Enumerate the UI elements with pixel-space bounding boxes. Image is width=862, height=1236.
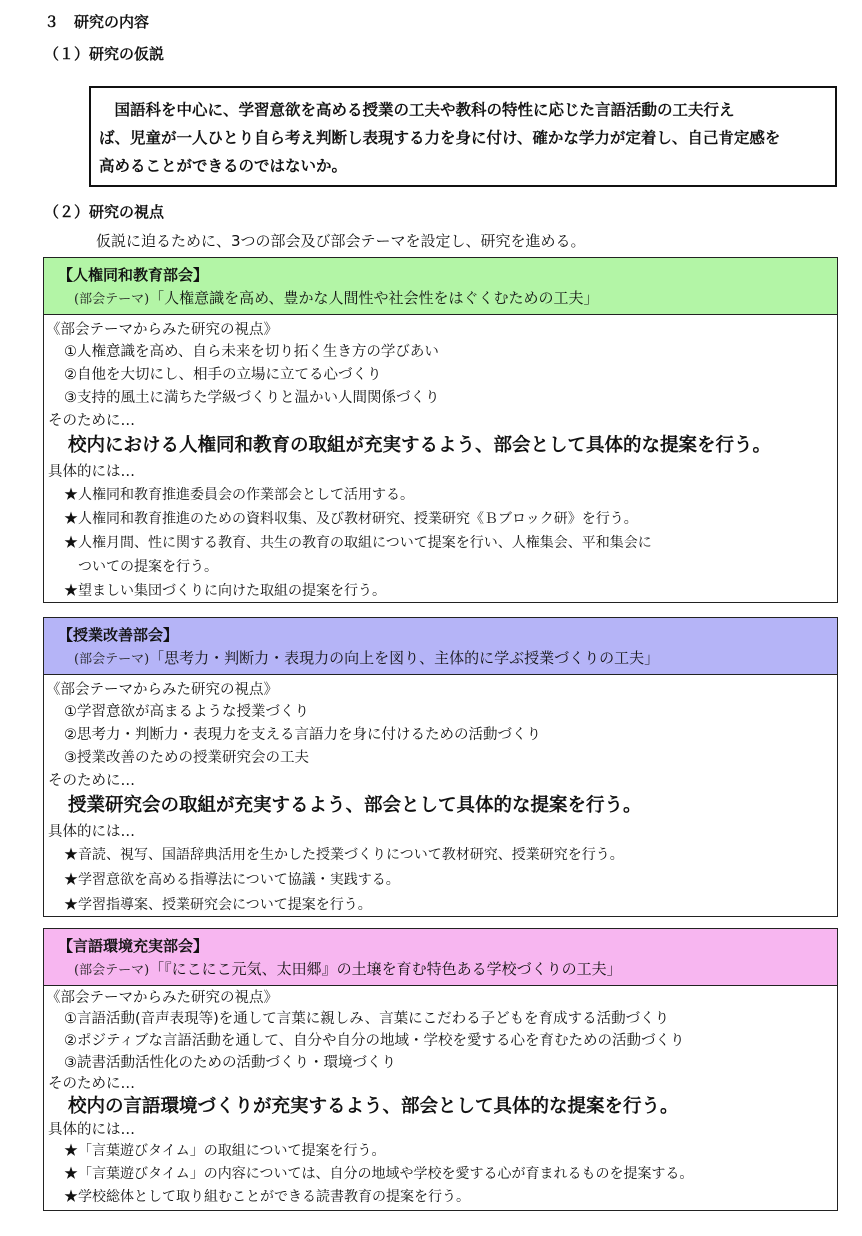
section-heading: ３ 研究の内容 — [44, 13, 150, 31]
viewpoint-point: ③読書活動活性化のための活動づくり・環境づくり — [64, 1055, 396, 1071]
theme-label: (部会テーマ) — [74, 652, 150, 667]
specifically-label: 具体的には… — [48, 824, 135, 840]
list-item: ★「言葉遊びタイム」の取組について提案を行う。 — [64, 1143, 386, 1159]
list-item: ★「言葉遊びタイム」の内容については、自分の地域や学校を愛する心が育まれるものを提案する。 — [64, 1166, 694, 1182]
theme-label: (部会テーマ) — [74, 963, 150, 978]
viewpoint-point: ②自他を大切にし、相手の立場に立てる心づくり — [64, 367, 382, 383]
proposal-text: 校内における人権同和教育の取組が充実するよう、部会として具体的な提案を行う。 — [68, 435, 772, 456]
list-item: ★人権同和教育推進のための資料収集、及び教材研究、授業研究《Ｂブロック研》を行う。 — [64, 511, 638, 527]
viewpoint-heading: （２）研究の視点 — [44, 203, 165, 221]
viewpoint-intro: 仮説に迫るために、3つの部会及び部会テーマを設定し、研究を進める。 — [96, 232, 586, 250]
viewpoint-point: ①言語活動(音声表現等)を通して言葉に親しみ、言葉にこだわる子どもを育成する活動づくり — [64, 1011, 670, 1027]
list-item: ★人権月間、性に関する教育、共生の教育の取組について提案を行い、人権集会、平和集会に — [64, 535, 652, 551]
viewpoint-point: ③授業改善のための授業研究会の工夫 — [64, 750, 309, 766]
committee-title: 【言語環境充実部会】 — [58, 937, 209, 955]
viewpoint-label: 《部会テーマからみた研究の視点》 — [46, 682, 278, 698]
committee-theme — [74, 647, 659, 668]
list-item: ★学習意欲を高める指導法について協議・実践する。 — [64, 872, 400, 888]
therefore-label: そのために… — [48, 1076, 135, 1092]
committee-header — [44, 929, 837, 986]
viewpoint-point: ①人権意識を高め、自ら未来を切り拓く生き方の学びあい — [64, 344, 439, 360]
list-item: ★学校総体として取り組むことができる読書教育の提案を行う。 — [64, 1189, 470, 1205]
list-item: ★音読、視写、国語辞典活用を生かした授業づくりについて教材研究、授業研究を行う。 — [64, 847, 624, 863]
viewpoint-point: ②ポジティブな言語活動を通して、自分や自分の地域・学校を愛する心を育むための活動づくり — [64, 1033, 685, 1049]
committee-header — [44, 258, 837, 315]
committee-section-language-environment — [43, 928, 838, 1211]
committee-theme — [74, 287, 599, 308]
therefore-label: そのために… — [48, 413, 135, 429]
hypothesis-line: 高めることができるのではないか。 — [99, 157, 348, 175]
therefore-label: そのために… — [48, 773, 135, 789]
proposal-text: 授業研究会の取組が充実するよう、部会として具体的な提案を行う。 — [68, 795, 642, 816]
hypothesis-heading: （１）研究の仮説 — [44, 45, 165, 63]
viewpoint-point: ③支持的風土に満ちた学級づくりと温かい人間関係づくり — [64, 390, 440, 406]
list-item: ★望ましい集団づくりに向けた取組の提案を行う。 — [64, 583, 386, 599]
list-item: ★人権同和教育推進委員会の作業部会として活用する。 — [64, 487, 414, 503]
committee-title: 【授業改善部会】 — [58, 626, 179, 644]
committee-header — [44, 618, 837, 675]
viewpoint-label: 《部会テーマからみた研究の視点》 — [46, 322, 278, 338]
specifically-label: 具体的には… — [48, 1122, 135, 1138]
theme-text: 「『にこにこ元気、太田郷』の土壌を育む特色ある学校づくりの工夫」 — [149, 960, 622, 978]
hypothesis-box — [89, 86, 837, 187]
theme-label: (部会テーマ) — [74, 292, 150, 307]
committee-title: 【人権同和教育部会】 — [58, 266, 209, 284]
proposal-text: 校内の言語環境づくりが充実するよう、部会として具体的な提案を行う。 — [68, 1096, 679, 1117]
hypothesis-line: 国語科を中心に、学習意欲を高める授業の工夫や教科の特性に応じた言語活動の工夫行え — [99, 101, 735, 119]
list-item: ★学習指導案、授業研究会について提案を行う。 — [64, 897, 372, 913]
committee-theme — [74, 958, 622, 979]
theme-text: 「思考力・判断力・表現力の向上を図り、主体的に学ぶ授業づくりの工夫」 — [149, 649, 660, 667]
hypothesis-line: ば、児童が一人ひとり自ら考え判断し表現する力を身に付け、確かな学力が定着し、自己肯定感を — [99, 129, 781, 147]
theme-text: 「人権意識を高め、豊かな人間性や社会性をはぐくむための工夫」 — [149, 289, 599, 307]
committee-section-human-rights — [43, 257, 838, 603]
viewpoint-label: 《部会テーマからみた研究の視点》 — [46, 990, 278, 1006]
list-item: ついての提案を行う。 — [64, 559, 218, 575]
specifically-label: 具体的には… — [48, 464, 135, 480]
viewpoint-point: ①学習意欲が高まるような授業づくり — [64, 704, 309, 720]
committee-section-lesson-improvement — [43, 617, 838, 917]
viewpoint-point: ②思考力・判断力・表現力を支える言語力を身に付けるための活動づくり — [64, 727, 541, 743]
